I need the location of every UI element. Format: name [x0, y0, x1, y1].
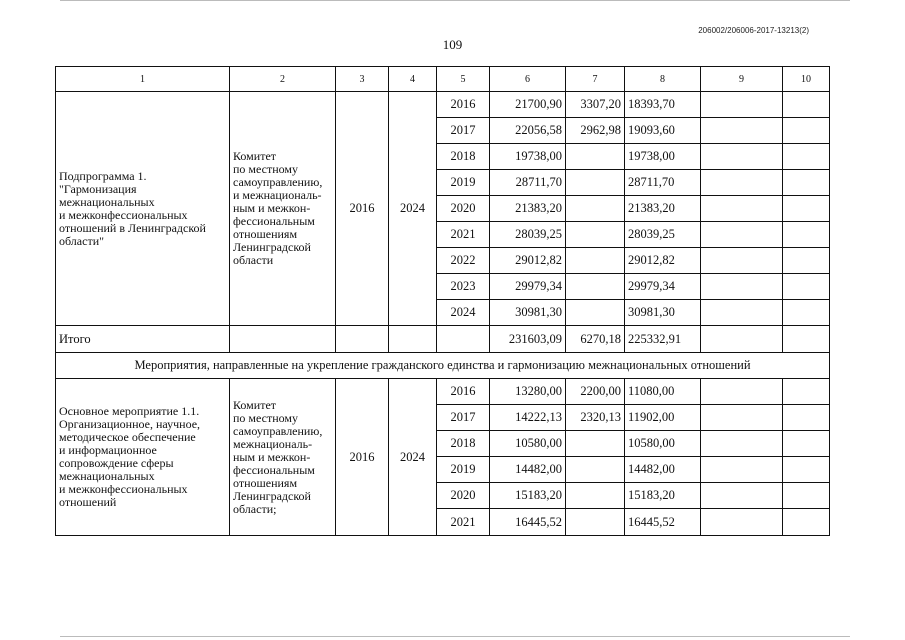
empty-cell-9: [701, 118, 783, 144]
empty-cell: [230, 326, 336, 353]
amount-federal-cell: [566, 431, 625, 457]
empty-cell-10: [783, 144, 830, 170]
amount-total-cell: 30981,30: [490, 300, 566, 326]
program-name-line: отношений в Ленинградской: [59, 220, 206, 235]
header-cell: 3: [336, 67, 389, 92]
empty-cell-9: [701, 405, 783, 431]
amount-total-cell: 16445,52: [490, 509, 566, 536]
program-name-line: межнациональных: [59, 194, 155, 209]
header-row: [56, 67, 830, 92]
empty-cell-10: [783, 118, 830, 144]
responsible-org-line: фессиональным: [233, 214, 315, 228]
header-cell: 9: [701, 67, 783, 92]
responsible-org-line: самоуправлению,: [233, 175, 323, 189]
responsible-org-line: и межнациональ-: [233, 188, 322, 202]
table-row: [56, 379, 830, 405]
empty-cell-9: [701, 274, 783, 300]
responsible-org: [230, 92, 336, 326]
empty-cell-10: [783, 483, 830, 509]
amount-regional-cell: 15183,20: [625, 483, 701, 509]
amount-regional-cell: 18393,70: [625, 92, 701, 118]
program-name-line: методическое обеспечение: [59, 430, 196, 444]
responsible-org-line: отношениям: [233, 475, 298, 490]
empty-cell-9: [701, 300, 783, 326]
amount-federal-cell: [566, 509, 625, 536]
amount-regional-cell: 28039,25: [625, 222, 701, 248]
section-title: Мероприятия, направленные на укрепление гражданского единства и гармонизацию межнациональных отношений: [56, 353, 830, 379]
amount-regional-cell: 28711,70: [625, 170, 701, 196]
amount-total-cell: 10580,00: [490, 431, 566, 457]
total-label: Итого: [56, 326, 230, 353]
table-row: [56, 92, 830, 118]
amount-total-cell: 13280,00: [490, 379, 566, 405]
amount-regional-cell: 19093,60: [625, 118, 701, 144]
amount-total-cell: 21700,90: [490, 92, 566, 118]
amount-federal-cell: [566, 457, 625, 483]
program-name-line: Основное мероприятие 1.1.: [59, 404, 200, 418]
total-amount-6: 231603,09: [490, 326, 566, 353]
table-body: [56, 67, 830, 536]
amount-total-cell: 14482,00: [490, 457, 566, 483]
start-year: 2016: [336, 379, 389, 536]
total-amount-8: 225332,91: [625, 326, 701, 353]
responsible-org-line: фессиональным: [233, 462, 315, 477]
year-cell: 2019: [437, 457, 490, 483]
empty-cell-10: [783, 196, 830, 222]
program-name-line: межнациональных: [59, 469, 155, 483]
empty-cell-10: [783, 248, 830, 274]
amount-federal-cell: 3307,20: [566, 92, 625, 118]
empty-cell-9: [701, 222, 783, 248]
responsible-org-line: области;: [233, 501, 277, 516]
end-year: 2024: [389, 379, 437, 536]
header-cell: 4: [389, 67, 437, 92]
responsible-org-line: Комитет: [233, 397, 277, 412]
responsible-org-line: по местному: [233, 162, 298, 176]
header-cell: 2: [230, 67, 336, 92]
amount-regional-cell: 16445,52: [625, 509, 701, 536]
responsible-org-line: области: [233, 253, 274, 267]
program-name-line: отношений: [59, 495, 117, 509]
amount-federal-cell: [566, 170, 625, 196]
program-name-line: Подпрограмма 1.: [59, 168, 147, 183]
amount-federal-cell: [566, 144, 625, 170]
year-cell: 2019: [437, 170, 490, 196]
year-cell: 2021: [437, 509, 490, 536]
top-edge-rule: [60, 0, 850, 3]
amount-federal-cell: 2320,13: [566, 405, 625, 431]
amount-federal-cell: [566, 222, 625, 248]
year-cell: 2017: [437, 118, 490, 144]
program-name-line: "Гармонизация: [59, 181, 137, 196]
header-cell: 10: [783, 67, 830, 92]
total-row: [56, 326, 830, 353]
empty-cell-10: [783, 170, 830, 196]
page-number: 109: [442, 37, 463, 52]
empty-cell-10: [783, 300, 830, 326]
amount-federal-cell: [566, 300, 625, 326]
empty-cell-9: [701, 144, 783, 170]
program-name: [56, 379, 230, 536]
header-cell: 1: [56, 67, 230, 92]
empty-cell-10: [783, 405, 830, 431]
empty-cell-10: [783, 379, 830, 405]
amount-regional-cell: 11080,00: [625, 379, 701, 405]
amount-federal-cell: [566, 483, 625, 509]
end-year: 2024: [389, 92, 437, 326]
program-name: [56, 92, 230, 326]
amount-federal-cell: [566, 196, 625, 222]
header-cell: 8: [625, 67, 701, 92]
responsible-org-line: ным и межкон-: [233, 201, 311, 215]
document-id: 206002/206006-2017-13213(2): [698, 26, 809, 35]
year-cell: 2020: [437, 483, 490, 509]
amount-regional-cell: 29979,34: [625, 274, 701, 300]
empty-cell-9: [701, 379, 783, 405]
year-cell: 2023: [437, 274, 490, 300]
empty-cell: [389, 326, 437, 353]
amount-regional-cell: 21383,20: [625, 196, 701, 222]
responsible-org-line: Ленинградской: [233, 240, 311, 254]
year-cell: 2021: [437, 222, 490, 248]
amount-total-cell: 28039,25: [490, 222, 566, 248]
empty-cell-9: [701, 170, 783, 196]
empty-cell-10: [783, 431, 830, 457]
amount-total-cell: 28711,70: [490, 170, 566, 196]
amount-total-cell: 14222,13: [490, 405, 566, 431]
total-amount-7: 6270,18: [566, 326, 625, 353]
empty-cell-10: [783, 222, 830, 248]
bottom-edge-rule: [60, 636, 850, 637]
amount-total-cell: 15183,20: [490, 483, 566, 509]
section-row: [56, 353, 830, 379]
amount-federal-cell: 2962,98: [566, 118, 625, 144]
responsible-org-line: самоуправлению,: [233, 423, 323, 438]
header-cell: 6: [490, 67, 566, 92]
responsible-org-line: по местному: [233, 410, 298, 425]
program-name-line: и информационное: [59, 443, 157, 457]
empty-cell-9: [701, 509, 783, 536]
amount-regional-cell: 29012,82: [625, 248, 701, 274]
program-name-line: и межконфессиональных: [59, 482, 188, 496]
program-name-line: сопровождение сферы: [59, 456, 174, 470]
empty-cell-9: [701, 431, 783, 457]
amount-regional-cell: 11902,00: [625, 405, 701, 431]
amount-regional-cell: 30981,30: [625, 300, 701, 326]
year-cell: 2018: [437, 144, 490, 170]
empty-cell-10: [783, 509, 830, 536]
amount-total-cell: 29979,34: [490, 274, 566, 300]
empty-cell-10: [783, 274, 830, 300]
amount-total-cell: 29012,82: [490, 248, 566, 274]
year-cell: 2018: [437, 431, 490, 457]
empty-cell-9: [701, 326, 783, 353]
amount-total-cell: 21383,20: [490, 196, 566, 222]
responsible-org-line: ным и межкон-: [233, 449, 311, 464]
amount-regional-cell: 14482,00: [625, 457, 701, 483]
start-year: 2016: [336, 92, 389, 326]
empty-cell-9: [701, 457, 783, 483]
responsible-org-line: отношениям: [233, 227, 298, 241]
responsible-org-line: межнациональ-: [233, 436, 313, 451]
responsible-org-line: Комитет: [233, 149, 277, 163]
amount-regional-cell: 10580,00: [625, 431, 701, 457]
program-name-line: Организационное, научное,: [59, 417, 201, 431]
year-cell: 2020: [437, 196, 490, 222]
amount-total-cell: 22056,58: [490, 118, 566, 144]
year-cell: 2016: [437, 92, 490, 118]
amount-total-cell: 19738,00: [490, 144, 566, 170]
empty-cell-10: [783, 92, 830, 118]
responsible-org-line: Ленинградской: [233, 488, 311, 503]
empty-cell-10: [783, 326, 830, 353]
empty-cell-9: [701, 196, 783, 222]
program-name-line: и межконфессиональных: [59, 207, 188, 222]
amount-federal-cell: [566, 274, 625, 300]
budget-table: [55, 66, 830, 536]
year-cell: 2017: [437, 405, 490, 431]
amount-regional-cell: 19738,00: [625, 144, 701, 170]
empty-cell-9: [701, 483, 783, 509]
amount-federal-cell: 2200,00: [566, 379, 625, 405]
empty-cell-9: [701, 248, 783, 274]
amount-federal-cell: [566, 248, 625, 274]
header-cell: 5: [437, 67, 490, 92]
year-cell: 2024: [437, 300, 490, 326]
header-cell: 7: [566, 67, 625, 92]
program-name-line: области": [59, 233, 105, 248]
empty-cell-10: [783, 457, 830, 483]
year-cell: 2016: [437, 379, 490, 405]
empty-cell-9: [701, 92, 783, 118]
empty-cell: [437, 326, 490, 353]
empty-cell: [336, 326, 389, 353]
responsible-org: [230, 379, 336, 536]
year-cell: 2022: [437, 248, 490, 274]
